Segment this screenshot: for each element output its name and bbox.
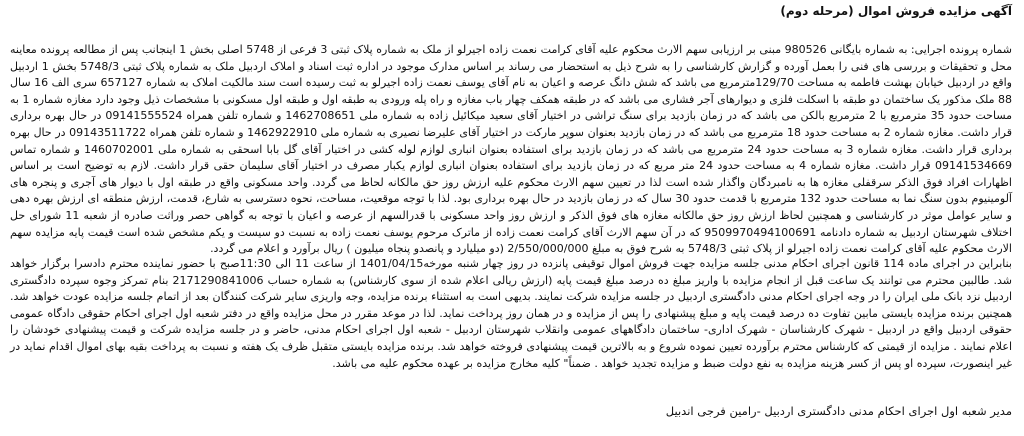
notice-title: آگهی مزایده فروش اموال (مرحله دوم)	[780, 4, 1012, 18]
signature-line: مدیر شعبه اول اجرای احکام مدنی دادگستری اردبیل -رامین فرجی اندبیل	[665, 404, 1012, 418]
notice-document	[4, 0, 1018, 436]
notice-paragraph-1: شماره پرونده اجرایی: به شماره بایگانی 980526 مبنی بر ارزیابی سهم الارث محکوم علیه آقای کرامت نعمت زاده اجیرلو از ملک به شماره پلاک ثبتی 3 فرعی از 5748 اصلی بخش 1 اینجانب پس از مطالعه پرونده معاینه محل و تحقیقات و بررسی های فنی را بعمل آورده و گزارش کارشناسی را به شرح ذیل به استحضار می رساند بر اساس مدارک موجود در اداره ثبت اسناد و املاک اردبیل ملک به شماره پلاک ثبتی 5748/3 بخش 1 اردبیل واقع در اردبیل خیابان بهشت فاطمه به مساحت 129/70مترمربع می باشد که شش دانگ عرصه و اعیان به نام آقای یوسف نعمت زاده اجیرلو به ثبت رسیده است سند مالکیت املاک به شماره 657127 سری الف 16 سال 88 ملک مذکور یک ساختمان دو طبقه با اسکلت فلزی و دیوارهای آجر فشاری می باشد که در طبقه همکف چهار باب مغازه و راه پله ورودی به طبقه اول و طبقه اول مسکونی با مشخصات ذیل وجود دارد مغازه شماره 1 به مساحت حدود 35 مترمربع با 2 مترمربع بالکن می باشد که در زمان بازدید برای سنگ تراشی در اختیار آقای سعید میکائیل زاده به شماره ملی 1462708651 و شماره تلفن همراه 09141555524 در حال بهره برداری قرار داشت. مغازه شماره 2 به مساحت حدود 18 مترمربع می باشد که در زمان بازدید بعنوان سوپر مارکت در اختیار آقای علیرضا نصیری به شماره ملی 1462922910 و شماره تلفن همراه 09143511722 در حال بهره برداری قرار داشت. مغازه شماره 3 به مساحت حدود 24 مترمربع می باشد که در زمان بازدید برای استفاده بعنوان انباری لوازم لوله کشی در اختیار آقای گل بابا اسحقی به شماره ملی 1460702001 و شماره تماس 09141534669 قرار داشت. مغازه شماره 4 به مساحت حدود 24 متر مربع که در زمان بازدید برای استفاده بعنوان انباری لوازم یکبار مصرف در اختیار آقای سلیمان حقی قرار داشت. لازم به توضیح است بر اساس اظهارات افراد فوق الذکر سرقفلی مغازه ها به نامبردگان واگذار شده است لذا در تعیین سهم الارث محکوم علیه ارزش روز حق مالکانه لحاظ می گردد. واحد مسکونی واقع در طبقه اول با دیوار های آجری و پنجره های آلومینیوم بدون سنگ نما به مساحت حدود 132 مترمربع با قدمت حدود 30 سال که در زمان بازدید در حال بهره برداری بود. لذا با توجه موقعیت، مساحت، نحوه دسترسی به شارع، قدمت، ارزش منطقه ای ارزش بهره دهی و سایر عوامل موثر در کارشناسی و همچنین لحاظ ارزش روز حق مالکانه مغازه های فوق الذکر و ارزش روز واحد مسکونی با قدرالسهم از عرصه و اعیان با توجه به گواهی حصر وراثت صادره از شعبه 11 شورای حل اختلاف شهرستان اردبیل به شماره دادنامه 9509970494100691 که در آن سهم الارث آقای کرامت نعمت زاده از ماترک مرحوم یوسف نعمت زاده به نسبت دو سیست و یکم مشخص شده است قیمت پایه مزایده سهم الارث محکوم علیه آقای کرامت نعمت زاده اجیرلو از پلاک ثبتی 5748/3 به شرح فوق به مبلغ 2/550/000/000 (دو میلیارد و پانصدو پنجاه میلیون ) ریال برآورد و اعلام می گردد.	[10, 43, 1013, 256]
notice-paragraph-2: بنابراین در اجرای ماده 114 قانون اجرای احکام مدنی جلسه مزایده جهت فروش اموال توقیفی پانزده در روز چهار شنبه مورخه1401/04/15 از ساعت 11 الی 11:30صبح با حضور نماینده محترم دادسرا برگزار خواهد شد. طالبین محترم می توانند یک ساعت قبل از انجام مزایده با واریز مبلغ ده درصد مبلغ قیمت پایه (ارزش ریالی اعلام شده از سوی کارشناس) به شماره حساب 2171290841006 بنام تمرکز وجوه سپرده دادگستری اردبیل نزد بانک ملی ایران را در وجه اجرای احکام مدنی دادگستری اردبیل در جلسه مزایده شرکت نمایند. بدیهی است به استثناء برنده مزایده، وجه واریزی سایر شرکت کنندگان بعد از اتمام جلسه مزایده عودت خواهد شد. همچنین برنده مزایده بایستی مابین تفاوت ده درصد قیمت پایه و مبلغ پیشنهادی را پس از مزایده و در همان روز پرداخت نماید. لذا در موعد مقرر در محل مزایده واقع در دفتر شعبه اول اجرای احکام حقوقی دادگاه عمومی حقوقی اردبیل واقع در اردبیل - شهرک کارشناسان - شهرک اداری- ساختمان دادگاههای عمومی وانقلاب شهرستان اردبیل - شعبه اول اجرای احکام مدنی، حاضر و در جلسه مزایده شرکت و قیمت پیشنهادی خودشان را اعلام نمایند . مزایده از قیمتی که کارشناس محترم برآورده تعیین نموده شروع و به بالاترین قیمت پیشنهادی فروخته خواهد شد. برنده مزایده بایستی متقبل ظرف یک هفته و نسبت به پرداخت بقیه بهای اموال اقدام نماید در غیر اینصورت، سپرده او پس از کسر هزینه مزایده به نفع دولت ضبط و مزایده تجدید خواهد . ضمناً" کلیه مخارج مزایده بر عهده محکوم علیه می باشد.	[10, 257, 1012, 370]
